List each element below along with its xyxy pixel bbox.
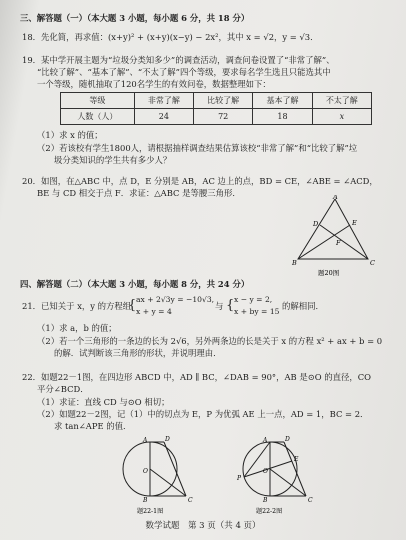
question-19-sub2-line2: 圾分类知识的学生共有多少人？: [54, 155, 172, 165]
svg-text:B: B: [143, 497, 148, 504]
svg-text:A: A: [143, 437, 148, 444]
question-19-sub2-line1: （2）若该校有学生1800人，请根据抽样调查结果估算该校“非常了解”和“比较了解”垃: [37, 143, 358, 153]
svg-text:B: B: [263, 497, 268, 504]
question-21-and: 与: [215, 301, 224, 311]
question-19-line3: 一个等级，随机抽取了120名学生的有效问卷，数据整理如下：: [37, 79, 271, 89]
table-header-cell: 基本了解: [253, 93, 312, 109]
question-22-sub1: （1）求证：直线 CD 与⊙O 相切；: [37, 397, 170, 407]
label-E: E: [352, 219, 357, 227]
label-B: B: [292, 259, 297, 267]
svg-text:E: E: [294, 456, 299, 463]
system2-brace: {: [226, 298, 235, 313]
table-row-label: 人数（人）: [61, 109, 135, 125]
system1-eq1: ax + 2√3y = −10√3,: [136, 295, 215, 304]
question-22-sub2-line1: （2）如题22－2图，记（1）中的切点为 E，P 为优弧 AE 上一点，AD = 1，BC = 2．: [37, 409, 369, 419]
question-21-sub2-line1: （2）若一个三角形的一条边的长为 2√6，另外两条边的长是关于 x 的方程 x² + ax + b = 0: [37, 336, 383, 346]
figure-22-1-caption: 题22-1图: [137, 508, 164, 515]
question-20-line1: 20．如图，在△ABC 中，点 D，E 分别是 AB，AC 边上的点，BD = CE，∠ABE = ∠ACD，: [22, 176, 378, 186]
figure-22-2: [226, 433, 326, 517]
table-cell: x: [312, 109, 371, 125]
svg-text:O: O: [143, 468, 148, 475]
svg-text:D: D: [165, 436, 170, 443]
label-F: F: [336, 239, 341, 247]
question-19-line2: “比较了解”、“基本了解”、“不太了解”四个等级，要求每名学生选且只能选其中: [37, 67, 331, 77]
question-21-sub2-line2: 的解．试判断该三角形的形状，并说明理由．: [54, 348, 222, 358]
table-header-row: [61, 93, 372, 109]
survey-table: [60, 92, 372, 125]
page-footer: 数学试题 第 3 页（共 4 页）: [145, 521, 261, 531]
question-21-tail: 的解相同．: [282, 301, 324, 311]
question-21-sub1: （1）求 a，b 的值；: [37, 323, 117, 333]
svg-text:D: D: [285, 436, 290, 443]
table-cell: 72: [194, 109, 253, 125]
label-C: C: [370, 259, 375, 267]
section-3-header: 三、解答题（一）（本大题 3 小题，每小题 6 分，共 18 分）: [20, 13, 250, 23]
label-D: D: [313, 220, 319, 228]
question-22-line2: 平分∠BCD．: [37, 384, 89, 394]
svg-text:A: A: [263, 437, 268, 444]
system2-eq2: x + by = 15: [234, 307, 280, 316]
question-22-line1: 22．如题22－1图，在四边形 ABCD 中，AD ∥ BC，∠DAB = 90°，AB 是⊙O 的直径，CO: [22, 372, 372, 382]
figure-20-caption: 题20图: [318, 269, 340, 277]
svg-text:C: C: [308, 497, 313, 504]
section-4-header: 四、解答题（二）（本大题 3 小题，每小题 8 分，共 24 分）: [20, 279, 250, 289]
table-cell: 24: [134, 109, 193, 125]
question-19-sub1: （1）求 x 的值；: [37, 130, 103, 140]
question-19-line1: 19．某中学开展主题为“垃圾分类知多少”的调查活动，调查问卷设置了“非常了解”、: [22, 55, 335, 65]
table-header-cell: 比较了解: [194, 93, 253, 109]
figure-22-2-caption: 题22-2图: [256, 508, 283, 515]
system1-eq2: x + y = 4: [136, 307, 172, 316]
table-header-cell: 不太了解: [312, 93, 371, 109]
figure-22-1: [112, 433, 202, 517]
svg-text:C: C: [188, 497, 193, 504]
table-header-cell: 等级: [61, 93, 135, 109]
question-21-intro: 21．已知关于 x，y 的方程组: [22, 301, 132, 311]
table-row: [61, 109, 372, 125]
svg-text:O: O: [263, 468, 268, 475]
table-cell: 18: [253, 109, 312, 125]
label-A: A: [333, 195, 338, 201]
system1-brace: {: [128, 298, 137, 313]
system2-eq1: x − y = 2,: [234, 295, 273, 304]
table-header-cell: 非常了解: [134, 93, 193, 109]
question-20-line2: BE 与 CD 相交于点 F．求证：△ABC 是等腰三角形．: [37, 188, 241, 198]
svg-text:P: P: [237, 475, 242, 482]
question-18: 18．先化简，再求值：(x+y)² + (x+y)(x−y) − 2x²，其中 x = √2，y = √3．: [22, 32, 319, 42]
figure-20-triangle: [290, 195, 380, 277]
question-22-sub2-line2: 求 tan∠APE 的值．: [54, 421, 132, 431]
